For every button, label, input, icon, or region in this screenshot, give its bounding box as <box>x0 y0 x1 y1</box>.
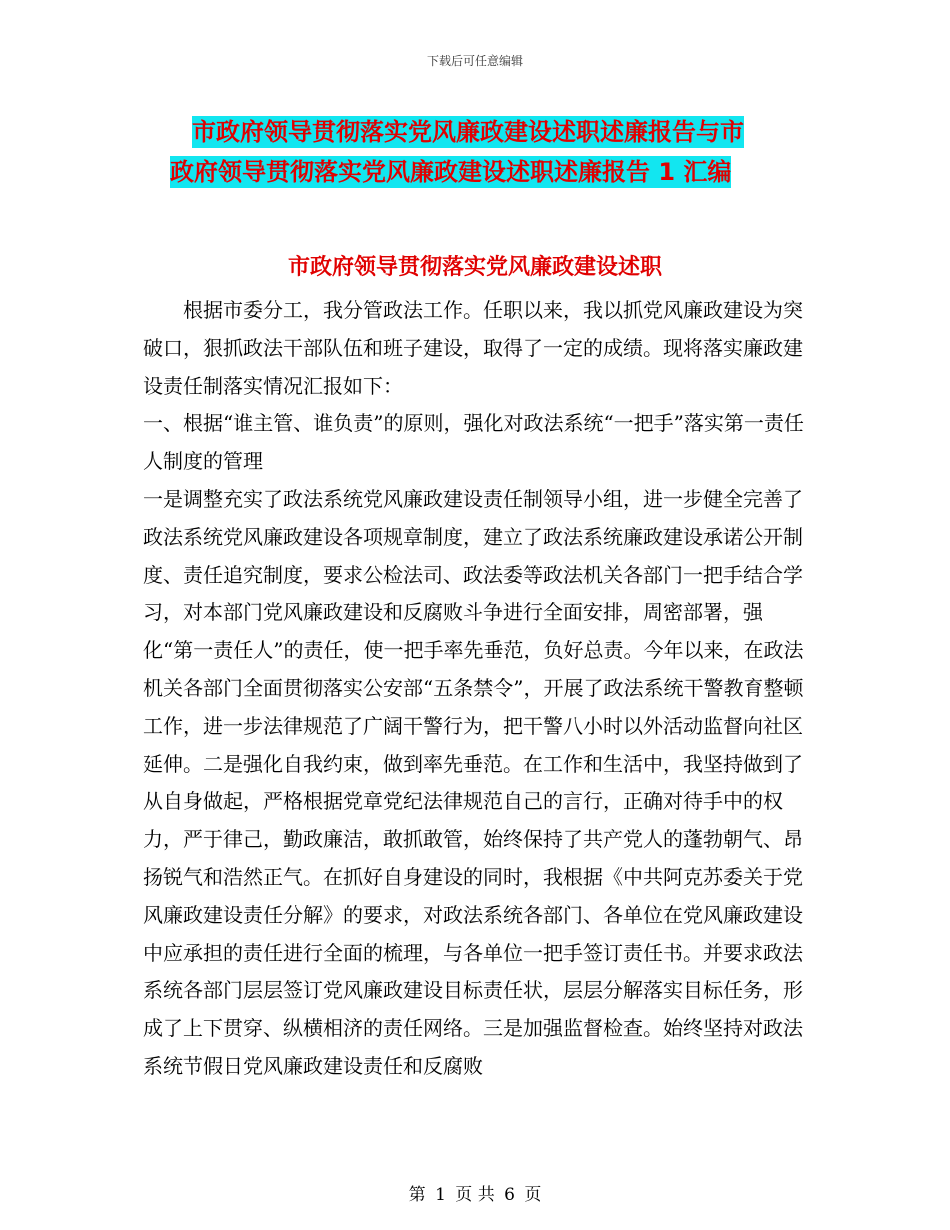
footer-suffix: 页 <box>524 1185 542 1205</box>
document-title-line-2: 政府领导贯彻落实党风廉政建设述职述廉报告 1 汇编 <box>170 158 732 186</box>
footer-page-number: 1 <box>435 1185 446 1205</box>
body-text <box>143 292 808 1086</box>
document-title-line-1: 市政府领导贯彻落实党风廉政建设述职述廉报告与市 <box>192 118 744 146</box>
document-title <box>170 112 810 192</box>
section-heading: 市政府领导贯彻落实党风廉政建设述职 <box>287 255 662 280</box>
footer-prefix: 第 <box>408 1185 426 1205</box>
page-footer <box>0 1180 950 1205</box>
paragraph-heading-1: 一、根据“谁主管、谁负责”的原则，强化对政法系统“一把手”落实第一责任人制度的管理 <box>143 411 804 474</box>
page-header-note: 下载后可任意编辑 <box>426 54 523 68</box>
footer-mid: 页 共 <box>455 1185 495 1205</box>
paragraph-intro: 根据市委分工，我分管政法工作。任职以来，我以抓党风廉政建设为突破口，狠抓政法干部队伍和班子建设，取得了一定的成绩。现将落实廉政建设责任制落实情况汇报如下： <box>143 298 803 398</box>
paragraph-main: 一是调整充实了政法系统党风廉政建设责任制领导小组，进一步健全完善了政法系统党风廉政建设各项规章制度，建立了政法系统廉政建设承诺公开制度、责任追究制度，要求公检法司、政法委等政法机关各部门一把手结合学习，对本部门党风廉政建设和反腐败斗争进行全面安排，周密部署，强化“第一责任人”的责任，使一把手率先垂范，负好总责。今年以来，在政法机关各部门全面贯彻落实公安部“五条禁令”，开展了政法系统干警教育整顿工作，进一步法律规范了广阔干警行为，把干警八小时以外活动监督向社区延伸。二是强化自我约束，做到率先垂范。在工作和生活中，我坚持做到了从自身做起，严格根据党章党纪法律规范自己的言行，正确对待手中的权力，严于律己，勤政廉洁，敢抓敢管，始终保持了共产党人的蓬勃朝气、昂扬锐气和浩然正气。在抓好自身建设的同时，我根据《中共阿克苏委关于党风廉政建设责任分解》的要求，对政法系统各部门、各单位在党风廉政建设中应承担的责任进行全面的梳理，与各单位一把手签订责任书。并要求政法系统各部门层层签订党风廉政建设目标责任状，层层分解落实目标任务，形成了上下贯穿、纵横相济的责任网络。三是加强监督检查。始终坚持对政法系统节假日党风廉政建设责任和反腐败 <box>143 486 804 1078</box>
footer-total-pages: 6 <box>504 1185 515 1205</box>
